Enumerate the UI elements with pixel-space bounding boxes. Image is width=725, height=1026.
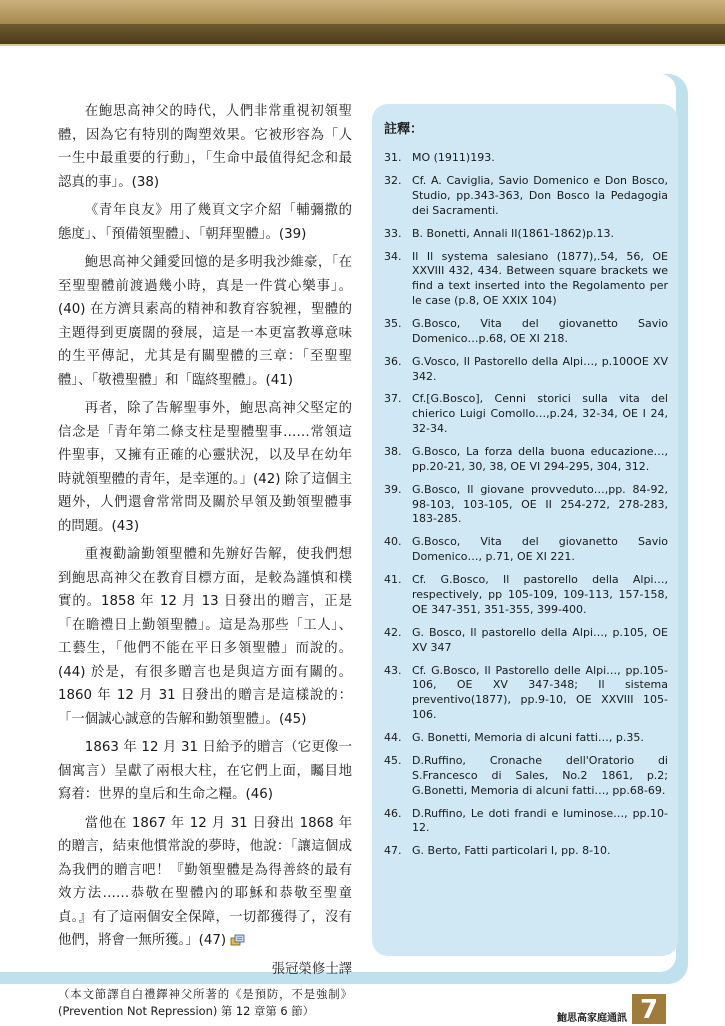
header-band-gold [0, 0, 725, 24]
note-item [384, 317, 668, 347]
header-band-line [0, 44, 725, 46]
note-text: Cf. G.Bosco, Il pastorello della Alpi…, respectively, pp 105-109, 109-113, 157-158, OE 347-351, 351-355, 399-400. [412, 573, 668, 616]
publication-name: 鮑思高家庭通訊 [557, 1013, 627, 1024]
note-number: 33. [384, 226, 402, 240]
note-text: Cf. A. Caviglia, Savio Domenico e Don Bosco, Studio, pp.343-363, Don Bosco la Pedagogia dei Sacramenti. [412, 173, 668, 217]
notes-title: 註釋： [384, 122, 424, 137]
note-item [384, 844, 668, 859]
note-text: G. Bosco, Il pastorello della Alpi…, p.105, OE XV 347 [412, 625, 668, 654]
note-item [384, 754, 668, 798]
page-number: 7 [632, 994, 666, 1024]
note-text: D.Ruffino, Cronache dell'Oratorio di S.Francesco di Sales, No.2 1861, p.2; G.Bonetti, Memoria di alcuni fatti…, pp.68-69. [412, 753, 668, 797]
note-item [384, 151, 668, 166]
article-paragraph: 《青年良友》用了幾頁文字介紹「輔彌撒的態度」、「預備領聖體」、「朝拜聖體」。(39) [58, 203, 352, 242]
note-item [384, 535, 668, 565]
note-number: 40. [384, 535, 402, 549]
note-number: 47. [384, 844, 402, 858]
note-text: G. Bonetti, Memoria di alcuni fatti…, p.35. [412, 730, 644, 744]
note-item [384, 250, 668, 309]
note-number: 39. [384, 482, 402, 496]
article-paragraph-last [58, 812, 352, 953]
note-text: Il Il systema salesiano (1877),.54, 56, OE XXVIII 432, 434. Between square brackets we find a text inserted into the Regolamento per le case (p.8, OE XXIX 104) [412, 249, 668, 307]
note-number: 46. [384, 806, 402, 820]
note-text: G. Berto, Fatti particolari I, pp. 8-10. [412, 844, 611, 858]
article-paragraph: 在鮑思高神父的時代，人們非常重視初領聖體，因為它有特別的陶塑效果。它被形容為「人一生中最重要的行動」，「生命中最值得紀念和最認真的事」。(38) [58, 104, 352, 190]
note-text: G.Bosco, Vita del giovanetto Savio Domenico…p.68, OE XI 218. [412, 316, 668, 345]
note-item [384, 573, 668, 617]
end-mark-icon [230, 934, 246, 947]
note-item [384, 227, 668, 242]
note-item [384, 355, 668, 385]
source-note: （本文節譯自白禮鐸神父所著的《是預防，不是強制》(Prevention Not Repression) 第 12 章第 6 節） [58, 987, 352, 1018]
note-item [384, 445, 668, 475]
note-item [384, 174, 668, 218]
note-text: G.Bosco, Vita del giovanetto Savio Domenico…, p.71, OE XI 221. [412, 535, 668, 564]
article-paragraph: 重複勸諭勤領聖體和先辦好告解，使我們想到鮑思高神父在教育目標方面，是較為謹慎和樸實的。1858 年 12 月 13 日發出的贈言，正是「在瞻禮日上勤領聖體」。這是為那些「工人」、工藝生，「他們不能在平日多領聖體」而說的。(44) 於是，有很多贈言也是與這方面有關的。1860 年 12 月 31 日發出的贈言是這樣說的：「一個誠心誠意的告解和勤領聖體」。(45) [58, 547, 352, 727]
article-paragraph-text: 當他在 1867 年 12 月 31 日發出 1868 年的贈言，結束他慣常說的夢時，他說：「讓這個成為我們的贈言吧！『勤領聖體是為得善終的最有效方法……恭敬在聖體內的耶穌和恭敬至聖童貞。』有了這兩個安全保障，一切都獲得了，沒有他們，將會一無所獲。」(47) [58, 815, 352, 948]
article-body [58, 100, 352, 1025]
article-paragraph: 再者，除了告解聖事外，鮑思高神父堅定的信念是「青年第二條支柱是聖體聖事……常領這件聖事，又擁有正確的心靈狀況，以及早在幼年時就領聖體的青年，是幸運的。」(42) 除了這個主題外，人們還會常常問及關於早領及勤領聖體事的問題。(43) [58, 401, 352, 534]
article-paragraph: 1863 年 12 月 31 日給予的贈言（它更像一個寓言）呈獻了兩根大柱，在它們上面，矚目地寫着：世界的皇后和生命之糧。(46) [58, 740, 352, 802]
note-item [384, 392, 668, 436]
note-item [384, 664, 668, 723]
note-number: 34. [384, 249, 402, 263]
note-item [384, 807, 668, 837]
note-item [384, 626, 668, 656]
note-text: D.Ruffino, Le doti frandi e luminose…, pp.10-12. [412, 806, 668, 835]
note-number: 36. [384, 354, 402, 368]
note-item [384, 731, 668, 746]
notes-list [384, 151, 668, 859]
note-number: 41. [384, 573, 402, 587]
header-band-brown [0, 24, 725, 44]
note-number: 43. [384, 663, 402, 677]
note-number: 35. [384, 316, 402, 330]
article-paragraph: 鮑思高神父鍾愛回憶的是多明我沙維豪，「在至聖聖體前渡過幾小時，真是一件賞心樂事」。(40) 在方濟貝素高的精神和教育容貌裡，聖體的主題得到更廣闊的發展，這是一本更富教導意味的生平傳記，尤其是有關聖體的三章：「至聖聖體」、「敬禮聖體」和「臨終聖體」。(41) [58, 255, 352, 388]
note-number: 31. [384, 151, 402, 164]
note-number: 37. [384, 392, 402, 406]
note-item [384, 483, 668, 527]
note-number: 42. [384, 625, 402, 639]
note-text: G.Vosco, Il Pastorello della Alpi…, p.100OE XV 342. [412, 354, 668, 383]
notes-box [372, 104, 678, 956]
note-text: Cf. G.Bosco, Il Pastorello delle Alpi…, pp.105-106, OE XV 347-348; Il sistema preventivo(1877), pp.9-10, OE XXVIII 105-106. [412, 663, 668, 721]
note-number: 45. [384, 753, 402, 767]
translator-signature: 張冠榮修士譯 [271, 961, 352, 977]
note-number: 44. [384, 730, 402, 744]
note-text: Cf.[G.Bosco], Cenni storici sulla vita del chierico Luigi Comollo…,p.24, 32-34, OE I 24, 32-34. [412, 392, 668, 436]
note-text: B. Bonetti, Annali II(1861-1862)p.13. [412, 226, 615, 240]
note-number: 32. [384, 173, 402, 187]
note-text: MO (1911)193. [412, 151, 495, 164]
note-text: G.Bosco, La forza della buona educazione…, pp.20-21, 30, 38, OE VI 294-295, 304, 312. [412, 445, 668, 473]
note-text: G.Bosco, Il giovane provveduto…,pp. 84-92, 98-103, 103-105, OE II 254-272, 278-283, 183-285. [412, 482, 668, 526]
note-number: 38. [384, 445, 402, 459]
